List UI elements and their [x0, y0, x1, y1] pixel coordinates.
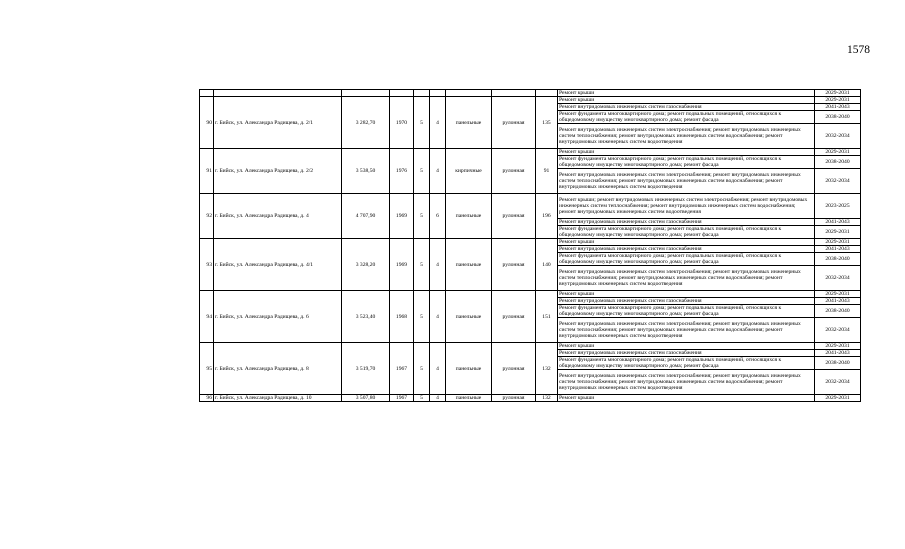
area-cell: 3 538,50 — [342, 149, 390, 194]
period-cell: 2029-2031 — [815, 149, 861, 156]
period-cell: 2038-2040 — [815, 253, 861, 266]
work-cell: Ремонт внутридомовых инженерных систем газоснабжения — [558, 298, 815, 305]
roof-cell: рулонная — [492, 291, 536, 343]
table-row — [200, 343, 861, 350]
empty-cell — [200, 90, 214, 97]
walls-cell: панельные — [446, 395, 492, 402]
work-cell: Ремонт внутридомовых инженерных систем электроснабжения; ремонт внутридомовых инженерных систем теплоснабжения; ремонт внутридомовых инженерных систем водоснабжения; ремонт внутридомовых инженерных систем водоотведения — [558, 318, 815, 343]
walls-cell: панельные — [446, 239, 492, 291]
walls-cell: кирпичные — [446, 149, 492, 194]
building-number-cell: 95 — [200, 343, 214, 395]
period-cell: 2038-2040 — [815, 357, 861, 370]
table-row — [200, 395, 861, 402]
floors-cell: 5 — [414, 194, 430, 239]
year-cell: 1970 — [390, 97, 414, 149]
work-cell: Ремонт фундамента многоквартирного дома; ремонт подвальных помещений, относящихся к общедомовому имуществу многоквартирного дома; ремонт фасада — [558, 357, 815, 370]
floors-cell: 5 — [414, 395, 430, 402]
period-cell: 2032-2034 — [815, 266, 861, 291]
empty-cell — [430, 90, 446, 97]
year-cell: 1976 — [390, 149, 414, 194]
work-cell: Ремонт фундамента многоквартирного дома; ремонт подвальных помещений, относящихся к общедомовому имуществу многоквартирного дома; ремонт фасада — [558, 253, 815, 266]
work-cell: Ремонт внутридомовых инженерных систем электроснабжения; ремонт внутридомовых инженерных систем теплоснабжения; ремонт внутридомовых инженерных систем водоснабжения; ремонт внутридомовых инженерных систем водоотведения — [558, 266, 815, 291]
work-cell: Ремонт фундамента многоквартирного дома; ремонт подвальных помещений, относящихся к общедомовому имуществу многоквартирного дома; ремонт фасада — [558, 305, 815, 318]
floors-cell: 5 — [414, 343, 430, 395]
work-cell: Ремонт внутридомовых инженерных систем газоснабжения — [558, 350, 815, 357]
work-cell: Ремонт внутридомовых инженерных систем газоснабжения — [558, 219, 815, 226]
work-cell: Ремонт крыши — [558, 149, 815, 156]
table-row — [200, 291, 861, 298]
empty-cell — [446, 90, 492, 97]
work-cell: Ремонт фундамента многоквартирного дома; ремонт подвальных помещений, относящихся к общедомовому имуществу многоквартирного дома; ремонт фасада — [558, 226, 815, 239]
walls-cell: панельные — [446, 97, 492, 149]
residents-cell: 91 — [536, 149, 558, 194]
empty-cell — [342, 90, 390, 97]
roof-cell: рулонная — [492, 343, 536, 395]
empty-cell — [214, 90, 342, 97]
entrances-cell: 4 — [430, 97, 446, 149]
address-cell: г. Бийск, ул. Александра Радищева, д. 2/2 — [214, 149, 342, 194]
year-cell: 1969 — [390, 239, 414, 291]
year-cell: 1969 — [390, 194, 414, 239]
work-cell: Ремонт крыши — [558, 97, 815, 104]
entrances-cell: 6 — [430, 194, 446, 239]
address-cell: г. Бийск, ул. Александра Радищева, д. 6 — [214, 291, 342, 343]
work-cell: Ремонт внутридомовых инженерных систем электроснабжения; ремонт внутридомовых инженерных систем теплоснабжения; ремонт внутридомовых инженерных систем водоснабжения; ремонт внутридомовых инженерных систем водоотведения — [558, 370, 815, 395]
roof-cell: рулонная — [492, 194, 536, 239]
building-number-cell: 94 — [200, 291, 214, 343]
address-cell: г. Бийск, ул. Александра Радищева, д. 10 — [214, 395, 342, 402]
walls-cell: панельные — [446, 291, 492, 343]
residents-cell: 151 — [536, 291, 558, 343]
year-cell: 1967 — [390, 343, 414, 395]
walls-cell: панельные — [446, 194, 492, 239]
floors-cell: 5 — [414, 239, 430, 291]
work-cell: Ремонт внутридомовых инженерных систем электроснабжения; ремонт внутридомовых инженерных систем теплоснабжения; ремонт внутридомовых инженерных систем водоснабжения; ремонт внутридомовых инженерных систем водоотведения — [558, 124, 815, 149]
roof-cell: рулонная — [492, 395, 536, 402]
period-cell: 2041-2043 — [815, 298, 861, 305]
period-cell: 2041-2043 — [815, 104, 861, 111]
building-number-cell: 92 — [200, 194, 214, 239]
entrances-cell: 4 — [430, 343, 446, 395]
entrances-cell: 4 — [430, 149, 446, 194]
address-cell: г. Бийск, ул. Александра Радищева, д. 8 — [214, 343, 342, 395]
period-cell: 2029-2031 — [815, 97, 861, 104]
table-row — [200, 149, 861, 156]
table-row — [200, 194, 861, 219]
work-cell: Ремонт крыши — [558, 343, 815, 350]
area-cell: 3 328,20 — [342, 239, 390, 291]
work-cell: Ремонт крыши; ремонт внутридомовых инженерных систем электроснабжения; ремонт внутридомовых инженерных систем теплоснабжения; ремонт внутридомовых инженерных систем водоснабжения; ремонт внутридомовых инженерных систем водоотведения — [558, 194, 815, 219]
year-cell: 1967 — [390, 395, 414, 402]
period-cell: 2029-2031 — [815, 90, 861, 97]
period-cell: 2029-2031 — [815, 239, 861, 246]
floors-cell: 5 — [414, 291, 430, 343]
period-cell: 2032-2034 — [815, 169, 861, 194]
period-cell: 2041-2043 — [815, 219, 861, 226]
work-cell: Ремонт внутридомовых инженерных систем электроснабжения; ремонт внутридомовых инженерных систем теплоснабжения; ремонт внутридомовых инженерных систем водоснабжения; ремонт внутридомовых инженерных систем водоотведения — [558, 169, 815, 194]
empty-cell — [536, 90, 558, 97]
period-cell: 2032-2034 — [815, 318, 861, 343]
period-cell: 2029-2031 — [815, 395, 861, 402]
residents-cell: 132 — [536, 343, 558, 395]
table-row — [200, 90, 861, 97]
area-cell: 3 519,70 — [342, 343, 390, 395]
residents-cell: 135 — [536, 97, 558, 149]
empty-cell — [492, 90, 536, 97]
period-cell: 2041-2043 — [815, 350, 861, 357]
roof-cell: рулонная — [492, 97, 536, 149]
building-number-cell: 93 — [200, 239, 214, 291]
building-number-cell: 90 — [200, 97, 214, 149]
building-number-cell: 91 — [200, 149, 214, 194]
entrances-cell: 4 — [430, 291, 446, 343]
work-cell: Ремонт внутридомовых инженерных систем газоснабжения — [558, 104, 815, 111]
table-row — [200, 239, 861, 246]
work-cell: Ремонт фундамента многоквартирного дома; ремонт подвальных помещений, относящихся к общедомовому имуществу многоквартирного дома; ремонт фасада — [558, 111, 815, 124]
floors-cell: 5 — [414, 97, 430, 149]
page-number: 1578 — [847, 44, 870, 56]
residents-cell: 140 — [536, 239, 558, 291]
area-cell: 4 707,90 — [342, 194, 390, 239]
period-cell: 2029-2031 — [815, 291, 861, 298]
entrances-cell: 4 — [430, 395, 446, 402]
period-cell: 2041-2043 — [815, 246, 861, 253]
period-cell: 2023-2025 — [815, 194, 861, 219]
period-cell: 2029-2031 — [815, 343, 861, 350]
entrances-cell: 4 — [430, 239, 446, 291]
period-cell: 2038-2040 — [815, 156, 861, 169]
period-cell: 2038-2040 — [815, 111, 861, 124]
area-cell: 3 507,80 — [342, 395, 390, 402]
work-cell: Ремонт внутридомовых инженерных систем газоснабжения — [558, 246, 815, 253]
walls-cell: панельные — [446, 343, 492, 395]
year-cell: 1968 — [390, 291, 414, 343]
empty-cell — [414, 90, 430, 97]
period-cell: 2032-2034 — [815, 370, 861, 395]
area-cell: 3 282,70 — [342, 97, 390, 149]
work-cell: Ремонт крыши — [558, 239, 815, 246]
work-cell: Ремонт крыши — [558, 90, 815, 97]
area-cell: 3 523,40 — [342, 291, 390, 343]
floors-cell: 5 — [414, 149, 430, 194]
address-cell: г. Бийск, ул. Александра Радищева, д. 4/1 — [214, 239, 342, 291]
work-cell: Ремонт фундамента многоквартирного дома; ремонт подвальных помещений, относящихся к общедомовому имуществу многоквартирного дома; ремонт фасада — [558, 156, 815, 169]
residents-cell: 132 — [536, 395, 558, 402]
roof-cell: рулонная — [492, 239, 536, 291]
address-cell: г. Бийск, ул. Александра Радищева, д. 2/1 — [214, 97, 342, 149]
roof-cell: рулонная — [492, 149, 536, 194]
residents-cell: 196 — [536, 194, 558, 239]
work-cell: Ремонт крыши — [558, 395, 815, 402]
period-cell: 2038-2040 — [815, 305, 861, 318]
table-row — [200, 97, 861, 104]
empty-cell — [390, 90, 414, 97]
period-cell: 2029-2031 — [815, 226, 861, 239]
address-cell: г. Бийск, ул. Александра Радищева, д. 4 — [214, 194, 342, 239]
period-cell: 2032-2034 — [815, 124, 861, 149]
overhaul-schedule-table — [199, 89, 861, 402]
work-cell: Ремонт крыши — [558, 291, 815, 298]
building-number-cell: 96 — [200, 395, 214, 402]
